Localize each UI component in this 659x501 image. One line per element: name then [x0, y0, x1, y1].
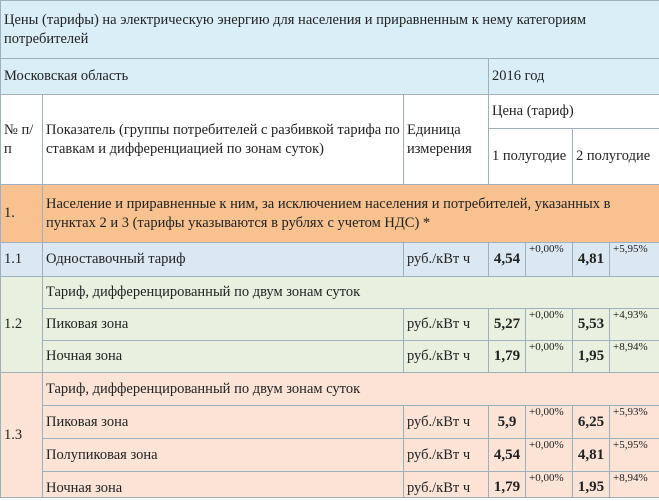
- zone-price-h2: 1,95: [573, 472, 610, 498]
- row-1-1-change-h1: +0,00%: [526, 243, 573, 277]
- title-row: [1, 1, 659, 59]
- zone-label: Полупиковая зона: [43, 439, 404, 472]
- zone-change-h1: +0,00%: [526, 406, 573, 439]
- header-half-1: 1 полугодие: [489, 129, 573, 185]
- zone-price-h1: 1,79: [489, 472, 526, 498]
- zone-price-h2: 4,81: [573, 439, 610, 472]
- row-1-1-price-h1: 4,54: [489, 243, 526, 277]
- row-1-1-label: Одноставочный тариф: [43, 243, 404, 277]
- group-1-3-num: 1.3: [1, 373, 43, 498]
- header-num: № п/п: [1, 95, 43, 185]
- group-1-3-title-row: [1, 373, 659, 406]
- zone-change-h1: +0,00%: [526, 472, 573, 498]
- header-indicator: Показатель (группы потребителей с разбивкой тарифа по ставкам и дифференциацией по зонам суток): [43, 95, 404, 185]
- zone-change-h2: +8,94%: [610, 341, 659, 373]
- row-1-1-price-h2: 4,81: [573, 243, 610, 277]
- zone-unit: руб./кВт ч: [404, 439, 489, 472]
- table-row: [1, 439, 659, 472]
- region-label: Московская область: [1, 59, 489, 95]
- group-1-2-title: Тариф, дифференцированный по двум зонам суток: [43, 277, 659, 309]
- row-1-1: [1, 243, 659, 277]
- zone-change-h2: +8,94%: [610, 472, 659, 498]
- zone-price-h1: 1,79: [489, 341, 526, 373]
- year-label: 2016 год: [489, 59, 659, 95]
- zone-unit: руб./кВт ч: [404, 309, 489, 341]
- section-1-text: Население и приравненные к ним, за исключением населения и потребителей, указанных в пунктах 2 и 3 (тарифы указываются в рублях с учетом НДС) *: [43, 185, 659, 243]
- zone-label: Ночная зона: [43, 341, 404, 373]
- table-row: [1, 309, 659, 341]
- zone-label: Пиковая зона: [43, 406, 404, 439]
- zone-label: Пиковая зона: [43, 309, 404, 341]
- zone-change-h2: +5,93%: [610, 406, 659, 439]
- row-1-1-num: 1.1: [1, 243, 43, 277]
- header-half-2: 2 полугодие: [573, 129, 659, 185]
- table-row: [1, 341, 659, 373]
- zone-price-h2: 5,53: [573, 309, 610, 341]
- row-1-1-change-h2: +5,95%: [610, 243, 659, 277]
- group-1-3-title: Тариф, дифференцированный по двум зонам суток: [43, 373, 659, 406]
- zone-price-h2: 6,25: [573, 406, 610, 439]
- zone-label: Ночная зона: [43, 472, 404, 498]
- zone-change-h1: +0,00%: [526, 439, 573, 472]
- row-1-1-unit: руб./кВт ч: [404, 243, 489, 277]
- zone-price-h2: 1,95: [573, 341, 610, 373]
- zone-change-h2: +4,93%: [610, 309, 659, 341]
- zone-change-h1: +0,00%: [526, 341, 573, 373]
- zone-unit: руб./кВт ч: [404, 472, 489, 498]
- table-row: [1, 472, 659, 498]
- zone-unit: руб./кВт ч: [404, 406, 489, 439]
- header-unit: Единица измерения: [404, 95, 489, 185]
- region-row: [1, 59, 659, 95]
- section-1-row: [1, 185, 659, 243]
- zone-unit: руб./кВт ч: [404, 341, 489, 373]
- section-1-num: 1.: [1, 185, 43, 243]
- header-row-1: [1, 95, 659, 129]
- zone-price-h1: 5,27: [489, 309, 526, 341]
- zone-change-h1: +0,00%: [526, 309, 573, 341]
- zone-price-h1: 4,54: [489, 439, 526, 472]
- group-1-2-title-row: [1, 277, 659, 309]
- page-title: Цены (тарифы) на электрическую энергию для населения и приравненным к нему категориям потребителей: [1, 1, 659, 59]
- group-1-2-num: 1.2: [1, 277, 43, 373]
- table-row: [1, 406, 659, 439]
- zone-change-h2: +5,95%: [610, 439, 659, 472]
- zone-price-h1: 5,9: [489, 406, 526, 439]
- header-price: Цена (тариф): [489, 95, 659, 129]
